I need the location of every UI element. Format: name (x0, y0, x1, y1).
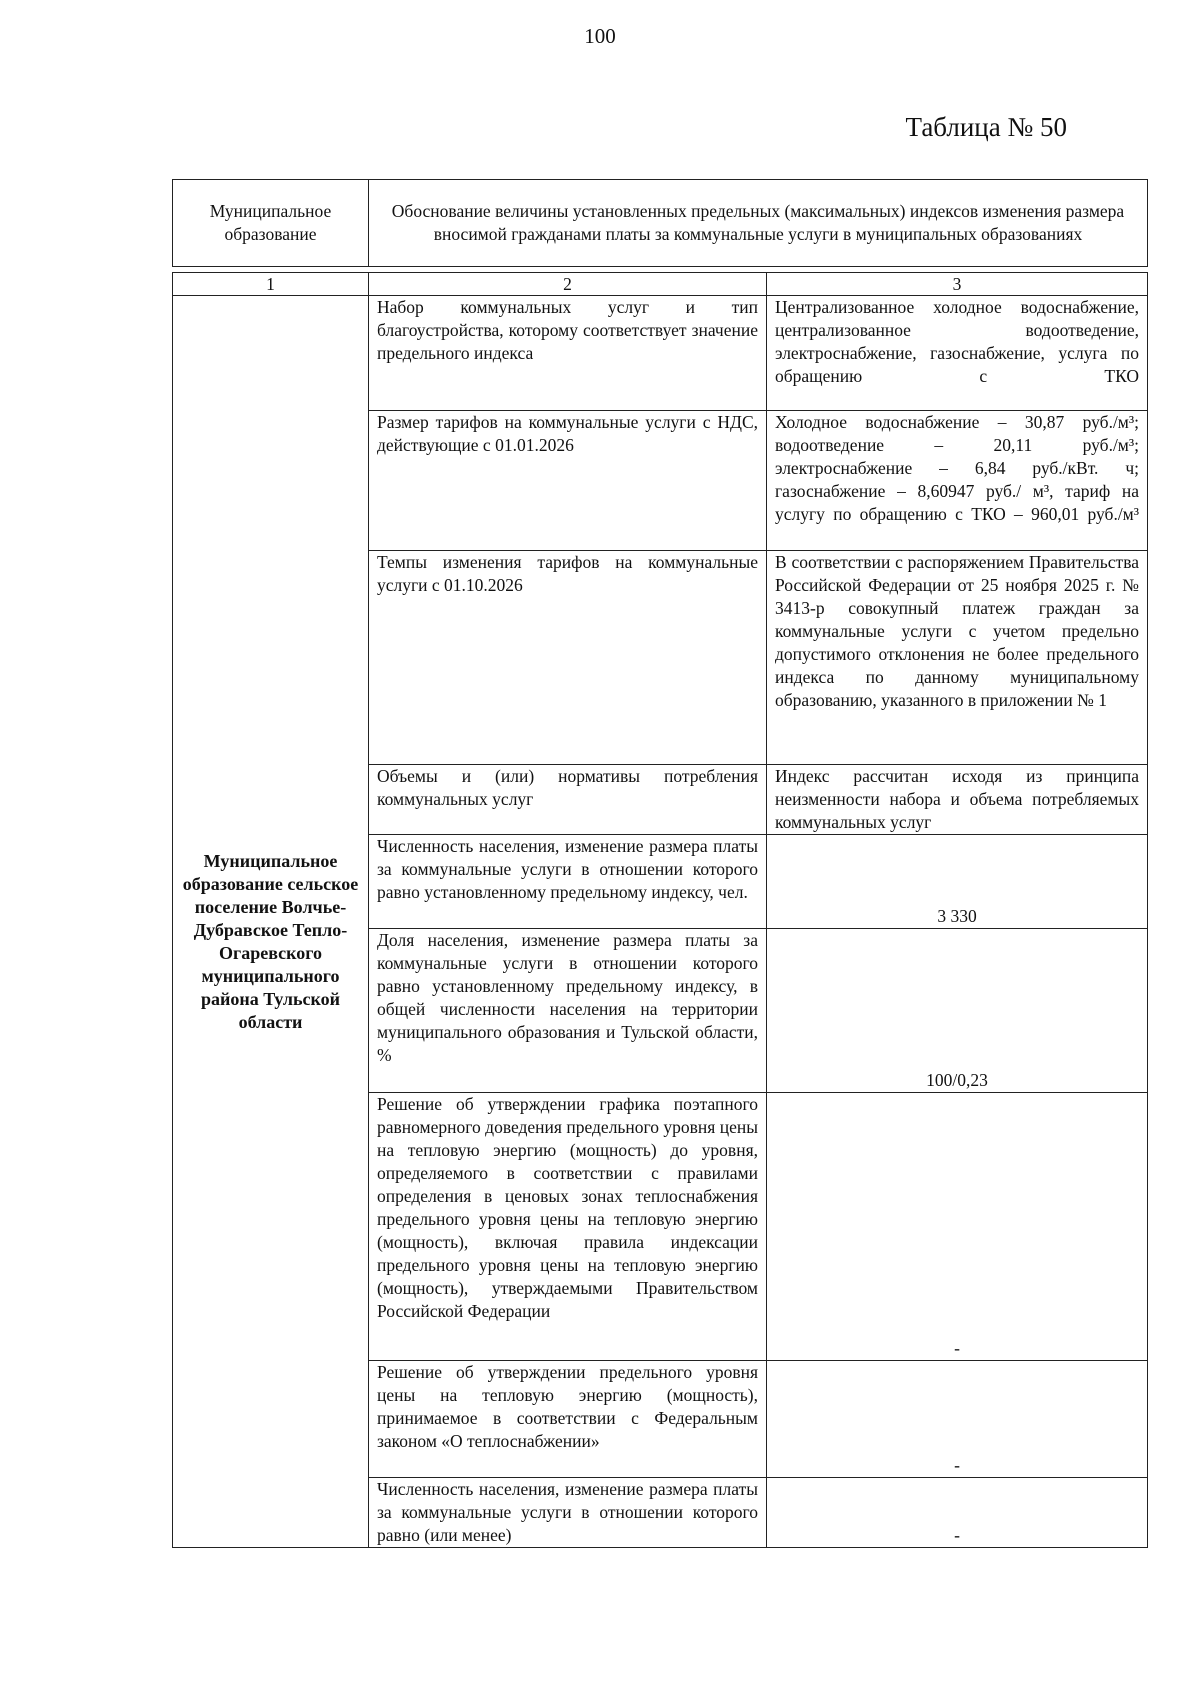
row-label: Доля населения, изменение размера платы за коммунальные услуги в отношении которого равно установленному предельному индексу, в общей численности населения на территории муниципального образования и Тульской области, % (369, 929, 767, 1093)
data-table (172, 272, 1148, 1548)
row-label: Темпы изменения тарифов на коммунальные услуги с 01.10.2026 (369, 551, 767, 765)
row-value: Индекс рассчитан исходя из принципа неизменности набора и объема потребляемых коммунальных услуг (767, 765, 1148, 835)
header-municipality: Муниципальное образование (173, 180, 369, 267)
row-value: - (767, 1361, 1148, 1478)
row-label: Решение об утверждении предельного уровня цены на тепловую энергию (мощность), принимаемое в соответствии с Федеральным законом «О теплоснабжении» (369, 1361, 767, 1478)
header-justification: Обоснование величины установленных предельных (максимальных) индексов изменения размера вносимой гражданами платы за коммунальные услуги в муниципальных образованиях (369, 180, 1148, 267)
row-value: - (767, 1478, 1148, 1548)
row-value: - (767, 1093, 1148, 1361)
table-title: Таблица № 50 (905, 112, 1067, 142)
table-row (173, 296, 1148, 411)
page-number: 100 (584, 24, 616, 48)
municipality-name: Муниципальное образование сельское поселение Волчье-Дубравское Тепло-Огаревского муниципального района Тульской области (173, 296, 369, 1548)
row-label: Численность населения, изменение размера платы за коммунальные услуги в отношении которого равно (или менее) (369, 1478, 767, 1548)
row-label: Объемы и (или) нормативы потребления коммунальных услуг (369, 765, 767, 835)
row-value: Централизованное холодное водоснабжение, централизованное водоотведение, электроснабжение, газоснабжение, услуга по обращению с ТКО (767, 296, 1148, 411)
row-value: В соответствии с распоряжением Правительства Российской Федерации от 25 ноября 2025 г. № 3413-р совокупный платеж граждан за коммунальные услуги с учетом предельно допустимого отклонения не более предельного индекса по данному муниципальному образованию, указанного в приложении № 1 (767, 551, 1148, 765)
row-label: Размер тарифов на коммунальные услуги с НДС, действующие с 01.01.2026 (369, 411, 767, 551)
column-number: 2 (369, 273, 767, 296)
table-header (172, 179, 1148, 267)
row-value: Холодное водоснабжение – 30,87 руб./м³; водоотведение – 20,11 руб./м³; электроснабжение – 6,84 руб./кВт. ч; газоснабжение – 8,60947 руб./ м³, тариф на услугу по обращению с ТКО – 960,01 руб./м³ (767, 411, 1148, 551)
row-value: 100/0,23 (767, 929, 1148, 1093)
column-number: 3 (767, 273, 1148, 296)
row-label: Численность населения, изменение размера платы за коммунальные услуги в отношении которого равно установленному предельному индексу, чел. (369, 835, 767, 929)
row-label: Решение об утверждении графика поэтапного равномерного доведения предельного уровня цены на тепловую энергию (мощность) до уровня, определяемого в соответствии с правилами определения в ценовых зонах теплоснабжения предельного уровня цены на тепловую энергию (мощность), включая правила индексации предельного уровня цены на тепловую энергию (мощность), утверждаемыми Правительством Российской Федерации (369, 1093, 767, 1361)
row-label: Набор коммунальных услуг и тип благоустройства, которому соответствует значение предельного индекса (369, 296, 767, 411)
column-number: 1 (173, 273, 369, 296)
column-number-row (173, 273, 1148, 296)
row-value: 3 330 (767, 835, 1148, 929)
